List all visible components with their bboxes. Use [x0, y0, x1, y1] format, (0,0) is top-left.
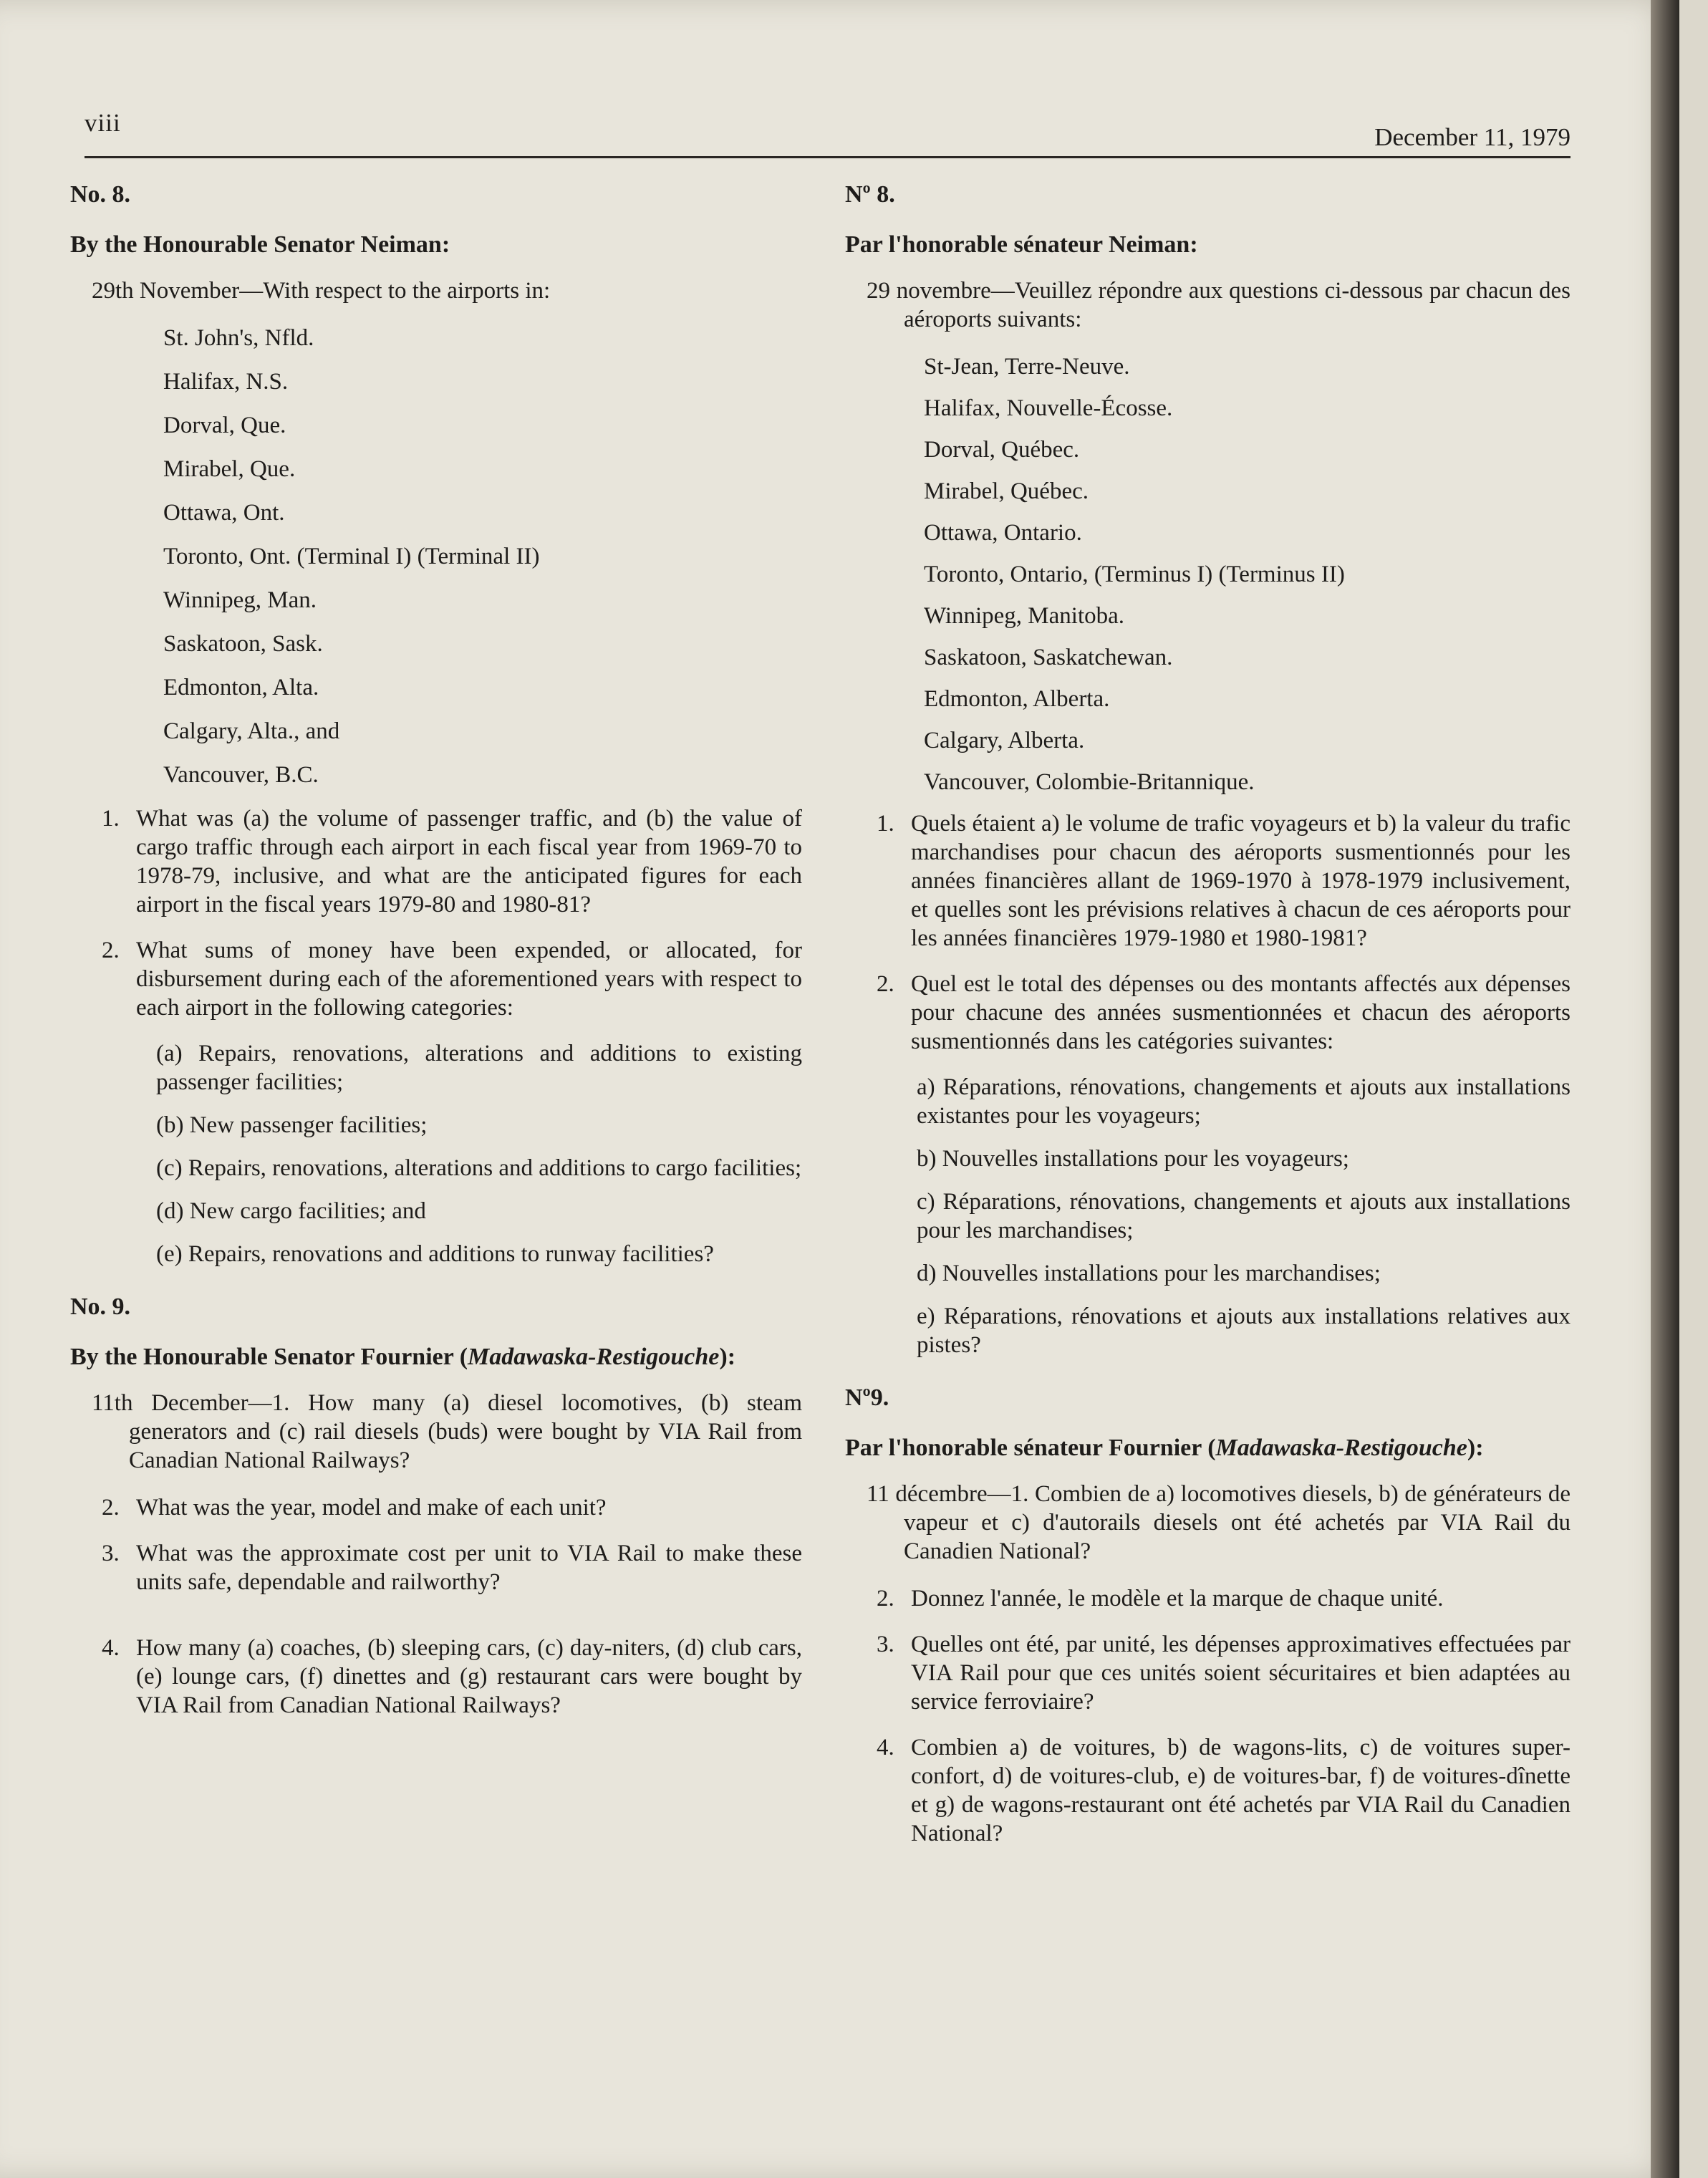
page-header	[85, 109, 1571, 158]
category-item: c) Réparations, rénovations, changements et ajouts aux installations pour les marchandises;	[917, 1189, 1571, 1243]
question-number: 4.	[102, 1635, 120, 1661]
category-item: d) Nouvelles installations pour les marchandises;	[917, 1261, 1381, 1286]
airport-item: Halifax, Nouvelle-Écosse.	[924, 395, 1173, 421]
airport-item: Edmonton, Alta.	[163, 675, 319, 700]
question-number: 1.	[877, 811, 894, 837]
airport-item: Mirabel, Québec.	[924, 478, 1089, 504]
question-text: How many (a) coaches, (b) sleeping cars, (c) day-niters, (d) club cars, (e) lounge cars, (f) dinettes and (g) restaurant cars were bought by VIA Rail from Canadian National Railways?	[136, 1635, 802, 1718]
airport-item: Edmonton, Alberta.	[924, 686, 1110, 712]
question-9-part-1	[845, 1480, 1571, 1566]
question-text: Quels étaient a) le volume de trafic voyageurs et b) la valeur du trafic marchandises pour chacun des aéroports susmentionnés pour les années financières allant de 1969-1970 à 1978-1979 inclusivement, et quelles sont les prévisions relatives à chacun de ces aéroports pour les années financières 1979-1980 et 1980-1981?	[911, 811, 1571, 951]
airport-item: Ottawa, Ont.	[163, 500, 285, 526]
question-8-number: No. 8.	[70, 181, 131, 208]
airport-list	[845, 352, 1571, 796]
header-date: December 11, 1979	[1374, 123, 1571, 151]
question-text: Combien a) de voitures, b) de wagons-lits, c) de voitures super-confort, d) de voitures-club, e) de voitures-bar, f) de voitures-dînette et g) de wagons-restaurant ont été achetés par VIA Rail du Canadien National?	[911, 1735, 1571, 1846]
question-text: Quelles ont été, par unité, les dépenses approximatives effectuées par VIA Rail pour que ces unités soient sécuritaires et bien adaptées au service ferroviaire?	[911, 1632, 1571, 1715]
airport-item: Toronto, Ont. (Terminal I) (Terminal II)	[163, 544, 540, 569]
category-item: b) Nouvelles installations pour les voyageurs;	[917, 1146, 1349, 1172]
airport-item: Saskatoon, Sask.	[163, 631, 323, 657]
question-8-part-2	[70, 936, 802, 1022]
question-text: What was (a) the volume of passenger traffic, and (b) the value of cargo traffic through each airport in each fiscal year from 1969-70 to 1978-79, inclusive, and what are the anticipated figures for each airport in the fiscal years 1979-80 and 1980-81?	[136, 806, 802, 917]
category-item: (a) Repairs, renovations, alterations and additions to existing passenger facilities;	[156, 1041, 802, 1095]
question-number: 3.	[877, 1632, 894, 1657]
airport-item: Calgary, Alberta.	[924, 728, 1085, 753]
question-8-part-1	[70, 804, 802, 919]
airport-item: St. John's, Nfld.	[163, 325, 314, 351]
airport-item: Ottawa, Ontario.	[924, 520, 1082, 546]
question-number: 2.	[877, 971, 894, 997]
question-text: What sums of money have been expended, or allocated, for disbursement during each of the aforementioned years with respect to each airport in the following categories:	[136, 938, 802, 1021]
airport-item: Winnipeg, Manitoba.	[924, 603, 1125, 629]
airport-item: Calgary, Alta., and	[163, 718, 340, 744]
question-9-part-2	[70, 1493, 802, 1522]
category-item: (b) New passenger facilities;	[156, 1112, 428, 1138]
question-text: Combien de a) locomotives diesels, b) de générateurs de vapeur et c) d'autorails diesels ont été achetés par VIA Rail du Canadien National?	[904, 1481, 1571, 1564]
question-8-author: Par l'honorable sénateur Neiman:	[845, 231, 1198, 258]
question-text: Quel est le total des dépenses ou des montants affectés aux dépenses pour chacune des années susmentionnées et chacun des aéroports susmentionnés dans les catégories suivantes:	[911, 971, 1571, 1054]
airport-item: Dorval, Que.	[163, 413, 286, 438]
question-number: 11 décembre—1.	[867, 1481, 1029, 1507]
question-9-part-3	[845, 1630, 1571, 1716]
question-number: 3.	[102, 1541, 120, 1566]
question-8-part-1	[845, 809, 1571, 953]
question-9-number: No. 9.	[70, 1293, 131, 1320]
question-number: 2.	[877, 1586, 894, 1611]
airport-item: Vancouver, B.C.	[163, 762, 319, 788]
question-9-part-4	[70, 1634, 802, 1720]
category-item: (c) Repairs, renovations, alterations and additions to cargo facilities;	[156, 1155, 802, 1181]
question-number: 1.	[102, 806, 120, 832]
question-9-number: Nº9.	[845, 1384, 889, 1411]
question-8-part-2	[845, 970, 1571, 1056]
airport-item: Saskatoon, Saskatchewan.	[924, 645, 1173, 670]
question-number: 2.	[102, 938, 120, 963]
category-item: (d) New cargo facilities; and	[156, 1198, 426, 1224]
airport-item: Dorval, Québec.	[924, 437, 1080, 463]
airport-item: Vancouver, Colombie-Britannique.	[924, 769, 1255, 795]
english-column	[70, 180, 802, 1737]
airport-item: St-Jean, Terre-Neuve.	[924, 354, 1130, 380]
question-9-part-1	[70, 1389, 802, 1475]
airport-item: Halifax, N.S.	[163, 369, 289, 395]
airport-item: Mirabel, Que.	[163, 456, 296, 482]
question-9-part-2	[845, 1584, 1571, 1613]
question-9-part-4	[845, 1733, 1571, 1848]
question-8-date-line: 29th November—With respect to the airports in:	[92, 278, 551, 304]
page-number: viii	[85, 109, 121, 137]
category-item: a) Réparations, rénovations, changements et ajouts aux installations existantes pour les voyageurs;	[917, 1074, 1571, 1129]
question-text: What was the year, model and make of each unit?	[136, 1495, 607, 1521]
airport-item: Winnipeg, Man.	[163, 587, 317, 613]
category-list	[845, 1073, 1571, 1359]
question-8-number: Nº 8.	[845, 181, 895, 208]
question-8-author: By the Honourable Senator Neiman:	[70, 231, 450, 258]
question-number: 11th December—1.	[92, 1390, 290, 1416]
question-9-author: By the Honourable Senator Fournier (Madawaska-Restigouche):	[70, 1344, 736, 1370]
category-item: e) Réparations, rénovations et ajouts aux installations relatives aux pistes?	[917, 1304, 1571, 1358]
question-text: How many (a) diesel locomotives, (b) steam generators and (c) rail diesels (buds) were bought by VIA Rail from Canadian National Railways?	[129, 1390, 802, 1473]
question-number: 4.	[877, 1735, 894, 1760]
question-text: What was the approximate cost per unit to VIA Rail to make these units safe, dependable and railworthy?	[136, 1541, 802, 1595]
question-9-part-3	[70, 1539, 802, 1596]
question-8-date-line: 29 novembre—Veuillez répondre aux questions ci-dessous par chacun des aéroports suivants:	[867, 278, 1571, 332]
question-text: Donnez l'année, le modèle et la marque de chaque unité.	[911, 1586, 1444, 1611]
category-list	[70, 1039, 802, 1268]
airport-item: Toronto, Ontario, (Terminus I) (Terminus II)	[924, 562, 1345, 587]
book-binding-edge	[1651, 0, 1679, 2178]
question-number: 2.	[102, 1495, 120, 1521]
question-9-author: Par l'honorable sénateur Fournier (Madawaska-Restigouche):	[845, 1435, 1484, 1461]
airport-list	[70, 324, 802, 789]
riding-name: Madawaska-Restigouche	[468, 1344, 720, 1370]
riding-name: Madawaska-Restigouche	[1215, 1435, 1467, 1461]
french-column	[845, 180, 1571, 1865]
category-item: (e) Repairs, renovations and additions to runway facilities?	[156, 1241, 714, 1267]
